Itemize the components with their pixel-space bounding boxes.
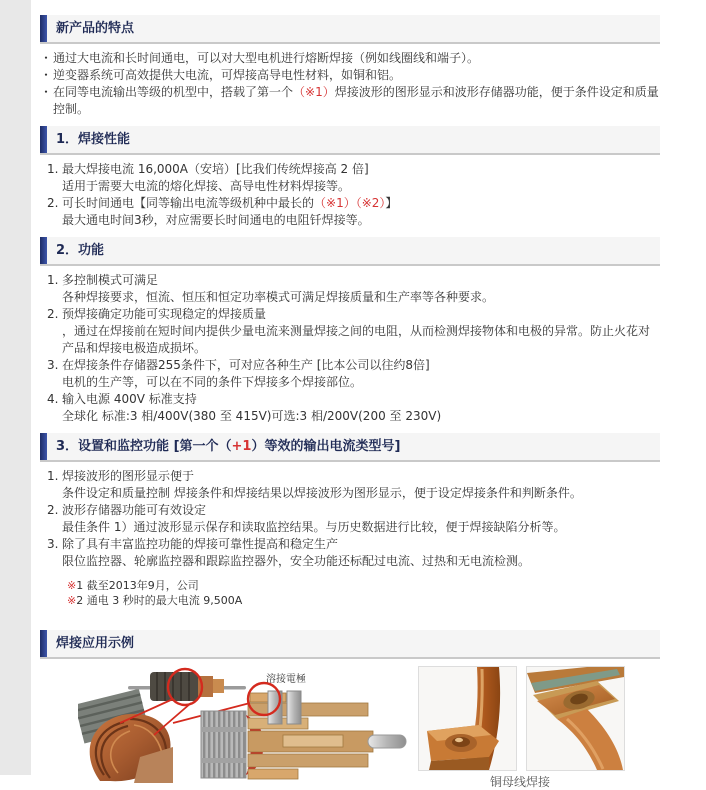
list-item bbox=[47, 536, 660, 570]
feature-bullet bbox=[40, 50, 660, 67]
item-line: 最大焊接电流 16,000A（安培）[比我们传统焊接高 2 倍] bbox=[62, 162, 369, 176]
footnote-ref: （※1）（※2） bbox=[314, 196, 386, 210]
bullet-text: 在同等电流输出等级的机型中，搭载了第一个 bbox=[53, 85, 294, 99]
list-item bbox=[47, 272, 660, 306]
item-number: 3. bbox=[47, 537, 59, 551]
list-item bbox=[47, 502, 660, 536]
footnotes bbox=[67, 578, 660, 608]
bullet-mark: ・ bbox=[40, 85, 53, 99]
item-line: 条件设定和质量控制 焊接条件和焊接结果以焊接波形为图形显示，便于设定焊接条件和判断条件。 bbox=[62, 486, 582, 500]
section-header-monitoring: 3．设置和监控功能 [第一个（+1）等效的输出电流类型号] bbox=[40, 433, 660, 462]
feature-bullet bbox=[40, 84, 660, 118]
terminal-stack bbox=[248, 693, 373, 779]
item-number: 2. bbox=[47, 503, 59, 517]
item-line: 在焊接条件存储器255条件下，可对应各种生产 [比本公司以往约8倍] bbox=[62, 358, 430, 372]
rotor-photo bbox=[128, 669, 246, 705]
item-number: 3. bbox=[47, 358, 59, 372]
bullet-text: 通过大电流和长时间通电，可以对大型电机进行熔断焊接（例如线圈线和端子）。 bbox=[53, 51, 480, 65]
weld-photo-busbar-2 bbox=[526, 666, 625, 771]
item-line: 各种焊接要求，恒流、恒压和恒定功率模式可满足焊接质量和生产率等各种要求。 bbox=[62, 290, 495, 304]
section-title: 焊接应用示例 bbox=[56, 636, 135, 651]
bullet-mark: ・ bbox=[40, 68, 53, 82]
item-number: 2. bbox=[47, 196, 59, 210]
item-line: 最佳条件 1）通过波形显示保存和读取监控结果。与历史数据进行比较，便于焊接缺陷分析等。 bbox=[62, 520, 566, 534]
list-item bbox=[47, 306, 660, 357]
page-left-margin bbox=[0, 0, 31, 775]
item-line: 波形存储器功能可有效设定 bbox=[62, 503, 207, 517]
list-item bbox=[47, 195, 660, 229]
page-content bbox=[40, 15, 660, 789]
bullet-text: 焊接波形的图形显示和波形存储器功能，便于条件设定和质量控制。 bbox=[53, 85, 659, 116]
section-header-functions bbox=[40, 237, 660, 266]
section-title: 新产品的特点 bbox=[56, 21, 135, 36]
functions-list bbox=[40, 266, 660, 433]
shaft-pin bbox=[368, 735, 406, 748]
electrode-label: 溶接電極 bbox=[266, 674, 306, 685]
list-item bbox=[47, 391, 660, 425]
list-item bbox=[47, 357, 660, 391]
item-line: 除了具有丰富监控功能的焊接可靠性提高和稳定生产 bbox=[62, 537, 339, 551]
weld-photo-busbar-1 bbox=[418, 666, 517, 771]
item-number: 1. bbox=[47, 162, 59, 176]
motor-welding-illustration bbox=[78, 665, 408, 783]
item-line: 输入电源 400V 标准支持 bbox=[62, 392, 197, 406]
item-number: 4. bbox=[47, 392, 59, 406]
footnote-mark: ※ bbox=[67, 594, 77, 607]
section-title: 1．焊接性能 bbox=[56, 132, 131, 147]
item-line: 电机的生产等，可以在不同的条件下焊接多个焊接部位。 bbox=[62, 375, 363, 389]
item-number: 1. bbox=[47, 273, 59, 287]
item-line: 可长时间通电【同等输出电流等级机种中最长的（※1）（※2）】 bbox=[62, 196, 398, 210]
header-accent-bar bbox=[40, 630, 47, 657]
example-images-row bbox=[40, 665, 660, 789]
item-line: 焊接波形的图形显示便于 bbox=[62, 469, 195, 483]
weld-photos bbox=[418, 666, 628, 790]
bullet-mark: ・ bbox=[40, 51, 53, 65]
list-item bbox=[47, 468, 660, 502]
footnote: ※1 截至2013年9月，公司 bbox=[67, 579, 199, 592]
item-line: 最大通电时间3秒，对应需要长时间通电的电阻钎焊接等。 bbox=[62, 213, 370, 227]
coil-photo bbox=[78, 689, 173, 783]
item-line: 多控制模式可满足 bbox=[62, 273, 159, 287]
monitoring-list bbox=[40, 462, 660, 616]
item-line: ，通过在焊接前在短时间内提供少量电流来测量焊接之间的电阻，从而检测焊接物体和电极的异常。防止火花对产品和焊接电极造成损坏。 bbox=[62, 324, 651, 355]
section-title: 3．设置和监控功能 [第一个（ bbox=[56, 439, 232, 454]
section-title: 2．功能 bbox=[56, 243, 105, 258]
item-line: 预焊接确定功能可实现稳定的焊接质量 bbox=[62, 307, 267, 321]
photo-caption: 铜母线焊接 bbox=[489, 775, 550, 789]
feature-bullet bbox=[40, 67, 660, 84]
header-accent-bar bbox=[40, 237, 47, 264]
section-header-features bbox=[40, 15, 660, 44]
header-accent-bar bbox=[40, 15, 47, 42]
section-header-performance bbox=[40, 126, 660, 155]
section-header-examples bbox=[40, 630, 660, 659]
header-accent-bar bbox=[40, 433, 47, 460]
footnote-ref: （※1） bbox=[293, 85, 335, 99]
item-number: 2. bbox=[47, 307, 59, 321]
item-line: 全球化 标准:3 相/400V(380 至 415V)可选:3 相/200V(200 至 230V) bbox=[62, 409, 442, 423]
item-number: 1. bbox=[47, 469, 59, 483]
motor-core-diagram bbox=[201, 711, 246, 778]
item-line: 限位监控器、轮廓监控器和跟踪监控器外，安全功能还标配过电流、过热和无电流检测。 bbox=[62, 554, 531, 568]
list-item bbox=[47, 161, 660, 195]
features-bullet-list bbox=[40, 44, 660, 126]
title-highlight: +1 bbox=[231, 439, 252, 454]
footnote: ※2 通电 3 秒时的最大电流 9,500A bbox=[67, 594, 243, 607]
bullet-text: 逆变器系统可高效提供大电流，可焊接高导电性材料，如铜和铝。 bbox=[53, 68, 402, 82]
performance-list bbox=[40, 155, 660, 237]
item-line: 适用于需要大电流的熔化焊接、高导电性材料焊接等。 bbox=[62, 179, 351, 193]
header-accent-bar bbox=[40, 126, 47, 153]
footnote-mark: ※ bbox=[67, 579, 77, 592]
